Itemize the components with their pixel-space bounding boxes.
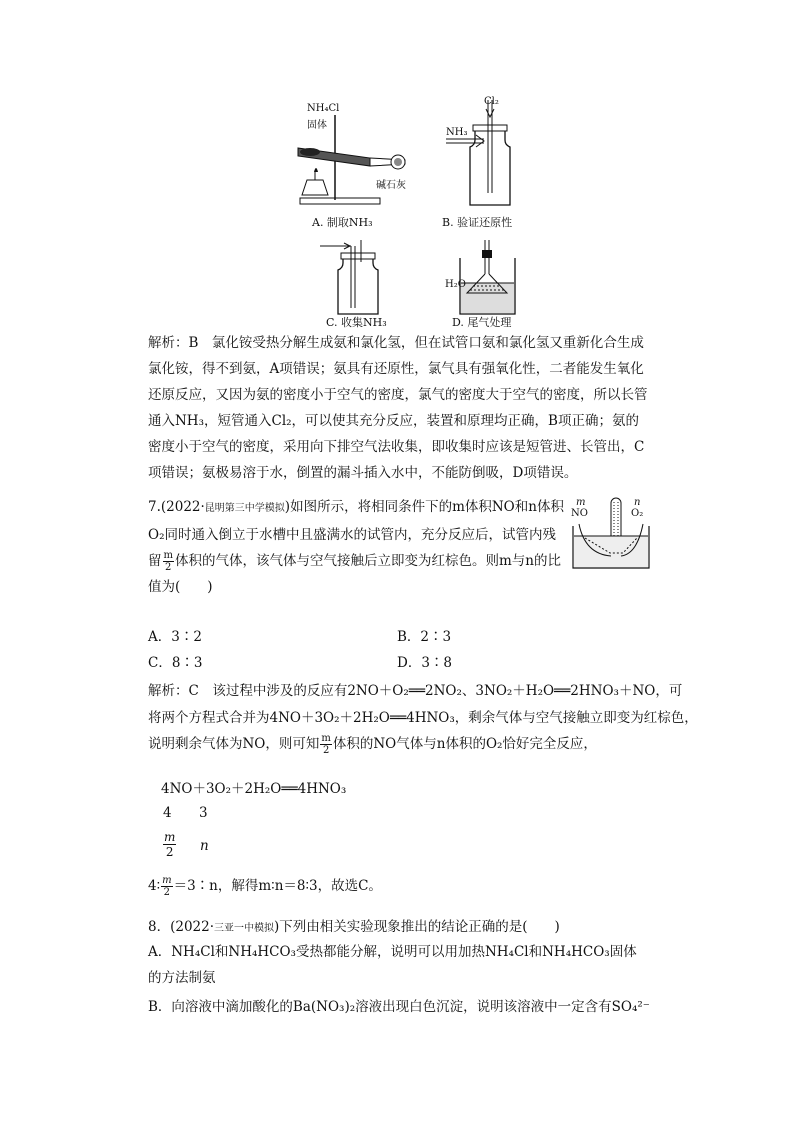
- figure-a-nh4cl-label: NH₄Cl: [307, 103, 340, 114]
- figure-b-apparatus: [440, 95, 520, 210]
- question-7-source: 昆明第三中学模拟: [204, 503, 285, 514]
- analysis-6: 解析：B 氯化铵受热分解生成氨和氯化氢，但在试管口氨和氯化氢又重新化合生成氯化铵，得不到氨，A项错误；氨具有还原性，氯气具有强氧化性，二者能发生氧化还原反应，又因为氨的密度小于空气的密度，氯气的密度大于空气的密度，所以长管通入NH₃，短管通入Cl₂，可以使其充分反应，装置和原理均正确，B项正确；氨的密度小于空气的密度，采用向下排空气法收集，即收集时应该是短管进、长管出，C项错误；氨极易溶于水，倒置的漏斗插入水中，不能防倒吸，D项错误。: [148, 335, 648, 481]
- option-8a: A．NH₄Cl和NH₄HCO₃受热都能分解，说明可以用加热NH₄Cl和NH₄HCO₃固体的方法制氨: [148, 944, 637, 986]
- question-7-stem: 7.(2022·昆明第三中学模拟)如图所示，将相同条件下的m体积NO和n体积O₂同时通入倒立于水槽中且盛满水的试管内，充分反应后，试管内残留 $\frac{m}{2}$ 体积的气体，该气体与空气接触后立即变为红棕色。则m与n的比值为( ): [148, 499, 564, 595]
- option-7b: B．2∶3: [397, 629, 452, 645]
- figure-d-caption: D. 尾气处理: [452, 316, 512, 329]
- figure-b-caption: B. 验证还原性: [442, 216, 513, 229]
- figure-d-apparatus: [445, 238, 525, 318]
- figure-c-apparatus: [318, 238, 388, 318]
- analysis-7-line-3: 说明剩余气体为NO，则可知 $\frac{m}{2}$ 体积的NO气体与n体积的O₂恰好完全反应，: [148, 733, 597, 756]
- ratio-m-over-2: $\frac{m}{2}$: [164, 830, 176, 859]
- ratio-n: n: [200, 838, 209, 854]
- coefficient-3: 3: [199, 805, 208, 821]
- coefficient-4: 4: [163, 805, 172, 821]
- figure-a-soda-lime-label: 碱石灰: [376, 180, 406, 191]
- analysis-7-line-1: 解析：C 该过程中涉及的反应有2NO＋O₂══2NO₂、3NO₂＋H₂O══2HNO₃＋NO，可: [148, 683, 683, 699]
- question-7-figure-no-label: NO: [571, 508, 588, 519]
- question-7-figure-m-label: m: [576, 497, 586, 508]
- figure-b-cl2-label: Cl₂: [484, 96, 499, 107]
- question-8-source: 三亚一中模拟: [214, 923, 275, 934]
- option-8b: B．向溶液中滴加酸化的Ba(NO₃)₂溶液出现白色沉淀，说明该溶液中一定含有SO₄²⁻: [148, 999, 650, 1015]
- figure-a-solid-label: 固体: [307, 120, 327, 131]
- fraction-m-over-2: $\frac{m}{2}$: [321, 733, 331, 756]
- option-7d: D．3∶8: [397, 655, 453, 671]
- option-7c: C．8∶3: [148, 655, 203, 671]
- question-7-figure-o2-label: O₂: [631, 508, 644, 519]
- final-ratio-line: 4∶ $\frac{m}{2}$ ＝3∶n，解得m∶n＝8∶3，故选C。: [148, 875, 382, 898]
- figure-a-caption: A. 制取NH₃: [312, 216, 373, 229]
- figure-d-h2o-label: H₂O: [445, 279, 466, 290]
- figure-b-nh3-label: NH₃: [446, 127, 468, 138]
- analysis-7-line-2: 将两个方程式合并为4NO＋3O₂＋2H₂O══4HNO₃，剩余气体与空气接触立即变为红棕色，: [148, 710, 698, 726]
- question-8-stem: 8．(2022·三亚一中模拟)下列由相关实验现象推出的结论正确的是( ): [148, 919, 560, 935]
- question-7-number: 7.(2022·: [148, 499, 205, 515]
- figure-c-caption: C. 收集NH₃: [326, 316, 387, 329]
- fraction-m-over-2: $\frac{m}{2}$: [163, 550, 173, 573]
- option-7a: A．3∶2: [148, 629, 202, 645]
- combined-equation: 4NO＋3O₂＋2H₂O══4HNO₃: [161, 781, 347, 797]
- question-7-figure-n-label: n: [634, 497, 641, 508]
